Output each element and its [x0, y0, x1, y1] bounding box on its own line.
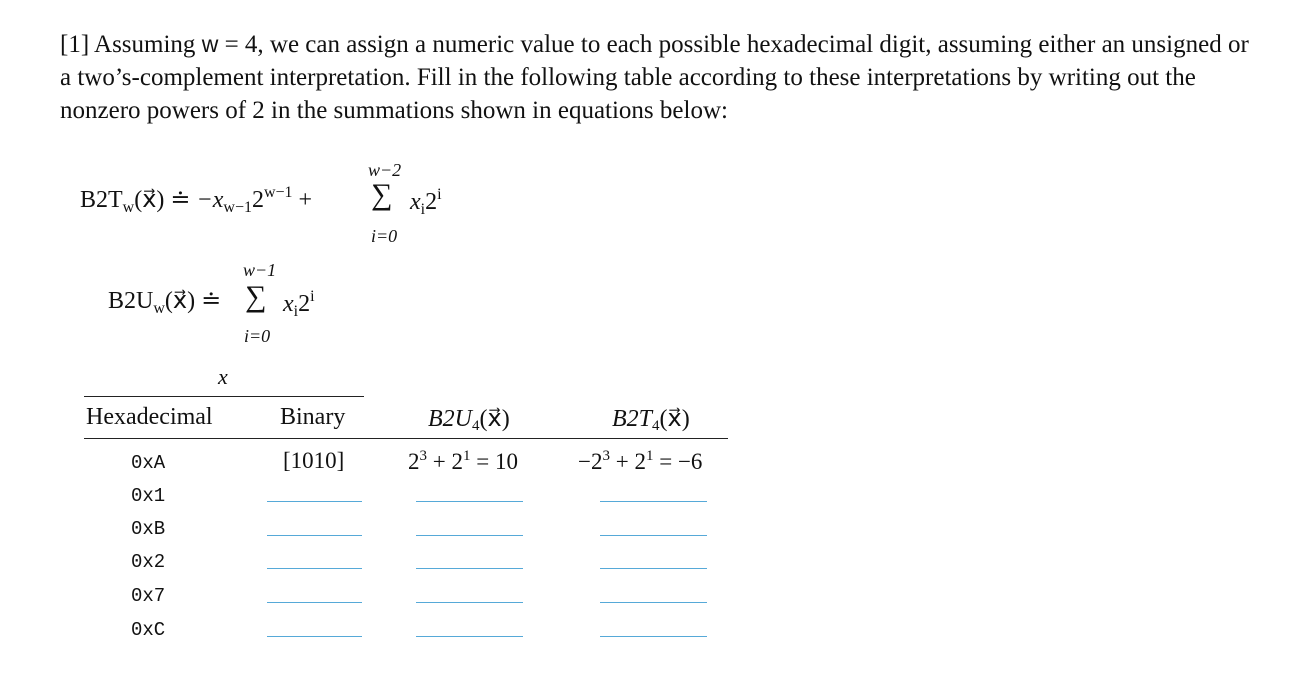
blank-b2u-0xB[interactable]	[416, 535, 523, 536]
blank-b2u-0x7[interactable]	[416, 602, 523, 603]
x-vector-label: x⃗	[218, 364, 245, 389]
b2t-equation: $B2T_w(x⃗)$ ≐ $-x_{w-1}2^{w-1}$ +	[80, 184, 313, 216]
blank-binary-0xB[interactable]	[267, 535, 362, 536]
blank-b2t-0x1[interactable]	[600, 501, 707, 502]
blank-binary-0xC[interactable]	[267, 636, 362, 637]
b2u-sum-term: $x_i2^i$	[283, 288, 315, 320]
row-hex-0x7: 0x7	[131, 585, 166, 607]
header-b2t4: $B2T_4(x⃗)$	[612, 406, 690, 434]
b2t-sum-term: $x_i2^i$	[410, 186, 442, 218]
table-top-rule	[84, 396, 364, 397]
example-binary: [1010]	[283, 448, 345, 473]
question-prefix: [1] Assuming	[60, 31, 202, 58]
row-hex-0x2: 0x2	[131, 551, 166, 573]
blank-b2t-0x7[interactable]	[600, 602, 707, 603]
blank-b2t-0xB[interactable]	[600, 535, 707, 536]
question-variable: w	[201, 31, 219, 57]
header-b2u4: $B2U_4(x⃗)$	[428, 406, 510, 434]
header-binary: Binary	[280, 404, 346, 430]
row-hex-0xB: 0xB	[131, 518, 166, 540]
blank-b2t-0x2[interactable]	[600, 568, 707, 569]
b2t-sum-upper: w−2	[368, 160, 402, 180]
table-header-rule	[84, 438, 728, 439]
row-hex-0x1: 0x1	[131, 485, 166, 507]
row-hex-0xC: 0xC	[131, 619, 166, 641]
blank-binary-0x2[interactable]	[267, 568, 362, 569]
example-hex: 0xA	[131, 452, 166, 474]
blank-b2u-0x2[interactable]	[416, 568, 523, 569]
header-hexadecimal: Hexadecimal	[86, 404, 213, 430]
blank-binary-0x1[interactable]	[267, 501, 362, 502]
blank-b2t-0xC[interactable]	[600, 636, 707, 637]
blank-binary-0x7[interactable]	[267, 602, 362, 603]
blank-b2u-0xC[interactable]	[416, 636, 523, 637]
example-b2t: $-2^3 + 2^1 = -6$	[578, 448, 703, 474]
question-body: = 4, we can assign a numeric value to each possible hexadecimal digit, assuming either an unsigned or a two’s-complement interpretation. Fill in the following table according to these interpretations by writing out the nonzero powers of 2 in the summations shown in equations below:	[60, 31, 1249, 124]
b2u-equation: $B2U_w(x⃗)$ ≐	[108, 288, 222, 317]
b2t-sum-lower: i=0	[371, 226, 398, 246]
b2u-sigma-symbol: ∑	[245, 280, 267, 313]
blank-b2u-0x1[interactable]	[416, 501, 523, 502]
question-text	[60, 28, 1260, 127]
b2u-sum-lower: i=0	[244, 326, 271, 346]
b2t-sigma-symbol: ∑	[371, 178, 393, 211]
example-b2u: $2^3 + 2^1 = 10$	[408, 448, 518, 474]
b2u-sum-upper: w−1	[243, 260, 277, 280]
